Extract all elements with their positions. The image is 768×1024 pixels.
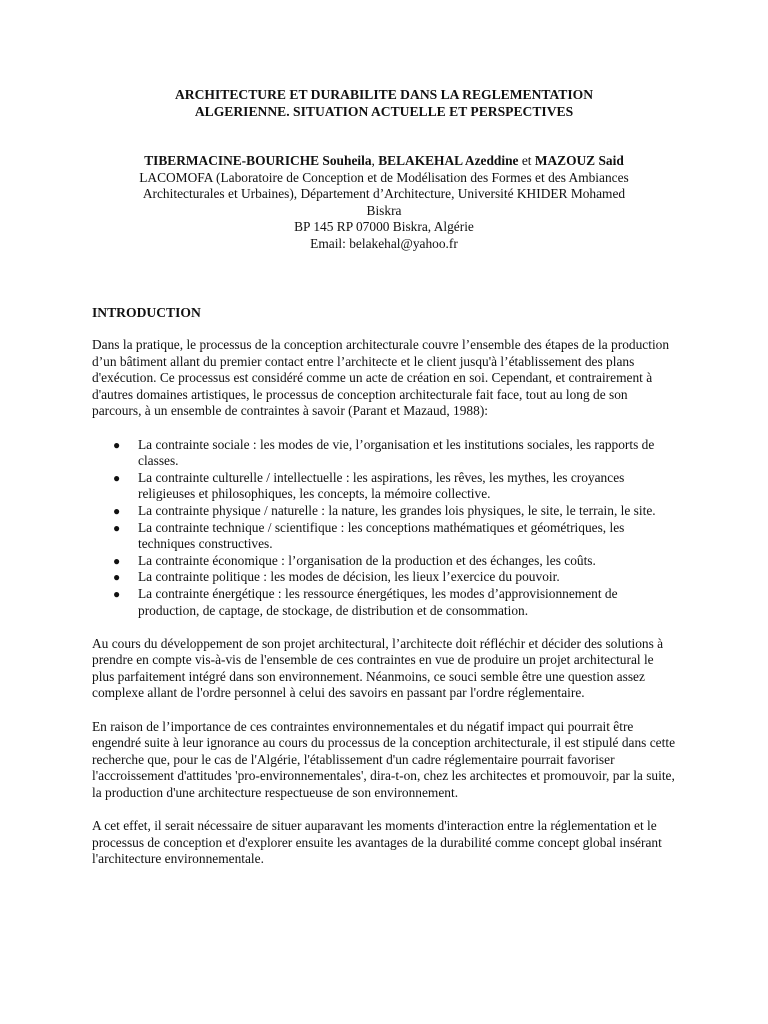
list-item: [113, 469, 676, 503]
list-item-text: La contrainte physique / naturelle : la nature, les grandes lois physiques, le site, le terrain, le site.: [138, 502, 656, 518]
paragraph-4: A cet effet, il serait nécessaire de situer auparavant les moments d'interaction entre la réglementation et le processus de conception et d'explorer ensuite les avantages de la durabilité comme concept global insérant l'architecture environnementale.: [92, 818, 662, 867]
author-3: MAZOUZ Said: [534, 153, 624, 168]
list-item: [113, 552, 676, 570]
bullet-icon: ●: [113, 586, 121, 601]
author-names: [80, 153, 688, 170]
list-item-text: La contrainte énergétique : les ressource énergétiques, les modes d’approvisionnement de production, de captage, de stockage, de distribution et de consommation.: [138, 585, 618, 618]
bullet-icon: ●: [113, 553, 121, 568]
list-item-text: La contrainte politique : les modes de décision, les lieux l’exercice du pouvoir.: [138, 569, 560, 585]
list-item-text: La contrainte sociale : les modes de vie, l’organisation et les institutions sociales, les rapports de classes.: [138, 436, 655, 469]
author-email: Email: belakehal@yahoo.fr: [310, 235, 458, 251]
bullet-icon: ●: [113, 470, 121, 485]
list-item: [113, 436, 676, 470]
list-item: [113, 585, 676, 619]
affiliation-line-2: Architecturales et Urbaines), Département d’Architecture, Université KHIDER Mohamed: [142, 186, 626, 202]
paragraph-3: En raison de l’importance de ces contraintes environnementales et du négatif impact qui pourrait être engendré suite à leur ignorance au cours du processus de la conception architecturale, il est stipulé dans cette recherche que, pour le cas de l'Algérie, l'établissement d'un cadre réglementaire pourrait favoriser l'accroissement d'attitudes 'pro-environnementales', dira-t-on, chez les architectes et promouvoir, par la suite, la production d'une architecture respectueuse de son environnement.: [92, 718, 676, 801]
list-item-text: La contrainte économique : l’organisation de la production et des échanges, les coûts.: [138, 552, 596, 568]
list-item-text: La contrainte technique / scientifique : les conceptions mathématiques et géométriques, les techniques constructives.: [138, 519, 625, 552]
author-separator-2: et: [518, 153, 535, 168]
bullet-icon: ●: [113, 503, 121, 518]
author-2: BELAKEHAL Azeddine: [378, 153, 519, 168]
section-body: [92, 337, 676, 885]
list-item: [113, 569, 676, 586]
paragraph-1: Dans la pratique, le processus de la conception architecturale couvre l’ensemble des étapes de la production d’un bâtiment allant du premier contact entre l’architecte et le client jusqu'à l’établissement des plans d'exécution. Ce processus est considéré comme un acte de création en soi. Cependant, et contrairement à d'autres domaines artistiques, le processus de conception architecturale fait face, tout au long de son parcours, à un ensemble de contraintes à savoir (Parant et Mazaud, 1988):: [92, 337, 670, 419]
bullet-icon: ●: [113, 437, 121, 452]
bullet-icon: ●: [113, 520, 121, 535]
section-heading: INTRODUCTION: [92, 305, 201, 320]
list-item-text: La contrainte culturelle / intellectuelle : les aspirations, les rêves, les mythes, les croyances religieuses et philosophiques, les concepts, la mémoire collective.: [138, 469, 625, 502]
constraint-list: [92, 437, 676, 620]
affiliation-line-1: LACOMOFA (Laboratoire de Conception et de Modélisation des Formes et des Ambiances: [139, 169, 629, 185]
affiliation-line-3: Biskra: [366, 202, 402, 218]
paragraph-2: Au cours du développement de son projet architectural, l’architecte doit réfléchir et décider des solutions à prendre en compte vis-à-vis de l'ensemble de ces contraintes en vue de produire un projet architectural le plus parfaitement intégré dans son environnement. Néanmoins, ce souci semble être une question assez complexe allant de l'ordre personnel à celui des savoirs en passant par l'ordre réglementaire.: [92, 635, 664, 701]
title-line-1: ARCHITECTURE ET DURABILITE DANS LA REGLEMENTATION: [174, 87, 594, 102]
title-line-2: ALGERIENNE. SITUATION ACTUELLE ET PERSPECTIVES: [194, 104, 574, 119]
paper-title: [80, 86, 688, 120]
bullet-icon: ●: [113, 570, 121, 585]
author-block: [80, 153, 688, 253]
list-item: [113, 502, 676, 520]
list-item: [113, 519, 676, 553]
author-1: TIBERMACINE-BOURICHE Souheila: [144, 153, 372, 168]
postal-address: BP 145 RP 07000 Biskra, Algérie: [294, 219, 474, 235]
author-separator-1: ,: [371, 153, 379, 168]
